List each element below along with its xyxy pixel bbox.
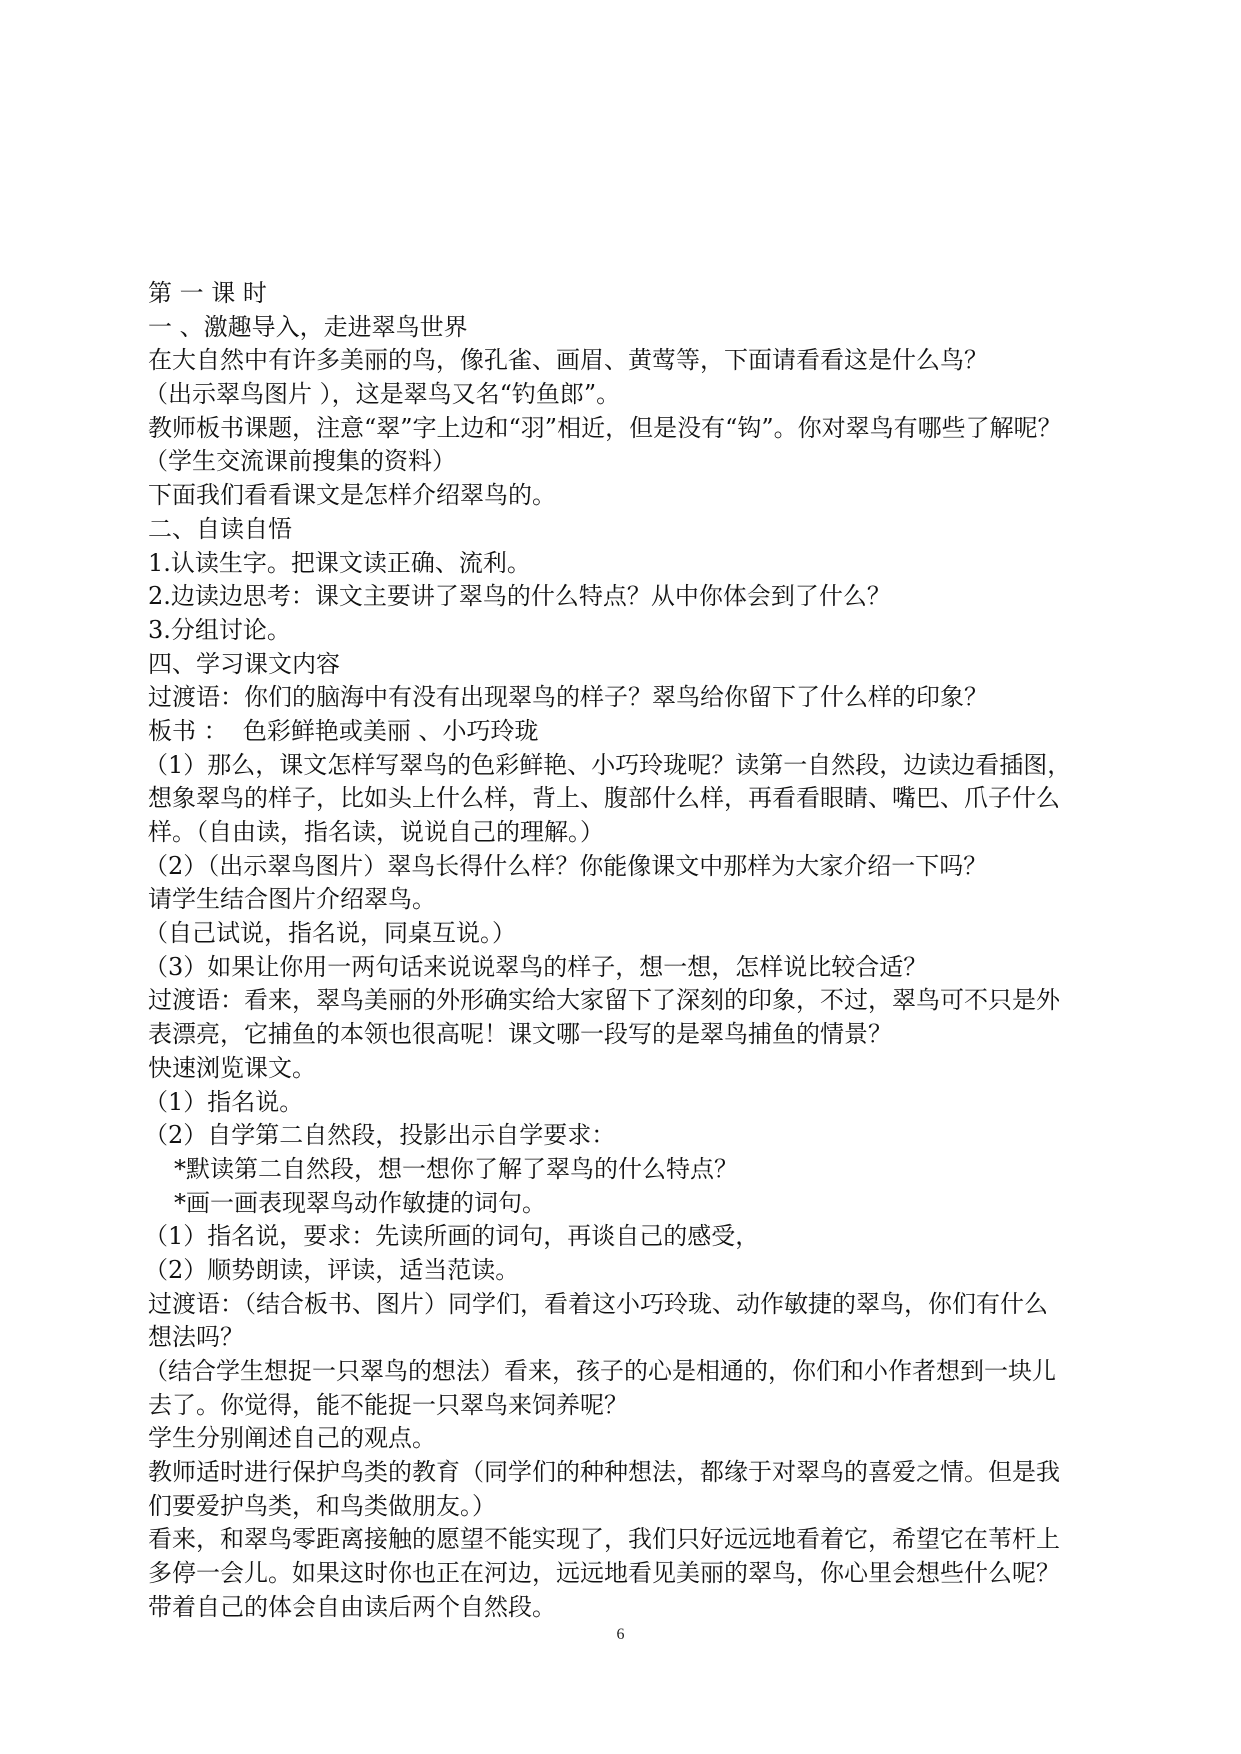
section-heading-2: 二、自读自悟: [148, 514, 292, 543]
list-item: 2.边读边思考：课文主要讲了翠鸟的什么特点？从中你体会到了什么？: [148, 582, 891, 611]
text-line: （2）顺势朗读，评读，适当范读。: [144, 1255, 520, 1284]
text-line: 多停一会儿。如果这时你也正在河边，远远地看见美丽的翠鸟，你心里会想些什么呢？: [148, 1559, 1060, 1588]
list-item: 3.分组讨论。: [148, 615, 291, 644]
text-line: （1）指名说，要求：先读所画的词句，再谈自己的感受，: [144, 1222, 760, 1251]
section-heading-1: 一 、激趣导入，走进翠鸟世界: [148, 312, 468, 341]
text-line: 过渡语：（结合板书、图片）同学们，看着这小巧玲珑、动作敏捷的翠鸟，你们有什么: [148, 1289, 1048, 1318]
text-line: 看来，和翠鸟零距离接触的愿望不能实现了，我们只好远远地看着它，希望它在苇杆上: [148, 1525, 1060, 1554]
text-line: 学生分别阐述自己的观点。: [148, 1424, 436, 1453]
bullet-item: *默读第二自然段，想一想你了解了翠鸟的什么特点？: [174, 1154, 738, 1183]
text-line: 教师适时进行保护鸟类的教育（同学们的种种想法，都缘于对翠鸟的喜爱之情。但是我: [148, 1458, 1060, 1487]
text-line: 在大自然中有许多美丽的鸟，像孔雀、画眉、黄莺等，下面请看看这是什么鸟？: [148, 346, 988, 375]
lesson-heading: 第 一 课 时: [148, 279, 267, 307]
document-body: [144, 277, 1098, 1625]
text-line: 过渡语：看来，翠鸟美丽的外形确实给大家留下了深刻的印象，不过，翠鸟可不只是外: [148, 986, 1060, 1015]
text-line: （2）自学第二自然段，投影出示自学要求：: [144, 1121, 616, 1150]
text-line: （自己试说，指名说，同桌互说。）: [144, 919, 516, 948]
list-item: 1.认读生字。把课文读正确、流利。: [148, 548, 531, 577]
text-line: 教师板书课题，注意“翠”字上边和“羽”相近，但是没有“钩”。你对翠鸟有哪些了解呢？: [148, 413, 1062, 442]
text-line: （出示翠鸟图片 ），这是翠鸟又名“钓鱼郎”。: [144, 380, 621, 409]
text-line: 表漂亮，它捕鱼的本领也很高呢！课文哪一段写的是翠鸟捕鱼的情景？: [148, 1020, 892, 1049]
blackboard-text: 板书 ： 色彩鲜艳或美丽 、小巧玲珑: [148, 716, 539, 745]
text-line: （3）如果让你用一两句话来说说翠鸟的样子，想一想，怎样说比较合适？: [144, 952, 928, 981]
text-line: 快速浏览课文。: [148, 1053, 316, 1082]
text-line: 请学生结合图片介绍翠鸟。: [148, 885, 436, 914]
bullet-item: *画一画表现翠鸟动作敏捷的词句。: [174, 1188, 546, 1217]
text-line: 带着自己的体会自由读后两个自然段。: [148, 1592, 556, 1621]
text-line: （1）那么，课文怎样写翠鸟的色彩鲜艳、小巧玲珑呢？读第一自然段，边读边看插图，: [144, 750, 1072, 779]
text-line: 想象翠鸟的样子，比如头上什么样，背上、腹部什么样，再看看眼睛、嘴巴、爪子什么: [148, 784, 1060, 813]
text-line: 想法吗？: [148, 1323, 244, 1352]
text-line: 去了。你觉得，能不能捉一只翠鸟来饲养呢？: [148, 1390, 628, 1419]
text-line: （学生交流课前搜集的资料）: [144, 447, 456, 476]
text-line: 下面我们看看课文是怎样介绍翠鸟的。: [148, 481, 556, 510]
section-heading-4: 四、学习课文内容: [148, 649, 340, 678]
text-line: （1）指名说。: [144, 1087, 304, 1116]
page-number: 6: [616, 1626, 625, 1643]
text-line: 们要爱护鸟类，和鸟类做朋友。）: [148, 1491, 496, 1520]
text-line: 样。（自由读，指名读，说说自己的理解。）: [148, 818, 604, 846]
text-line: （结合学生想捉一只翠鸟的想法）看来，孩子的心是相通的，你们和小作者想到一块儿: [144, 1357, 1056, 1385]
text-line: 过渡语：你们的脑海中有没有出现翠鸟的样子？翠鸟给你留下了什么样的印象？: [148, 683, 988, 712]
text-line: （2）（出示翠鸟图片）翠鸟长得什么样？你能像课文中那样为大家介绍一下吗？: [144, 851, 988, 880]
